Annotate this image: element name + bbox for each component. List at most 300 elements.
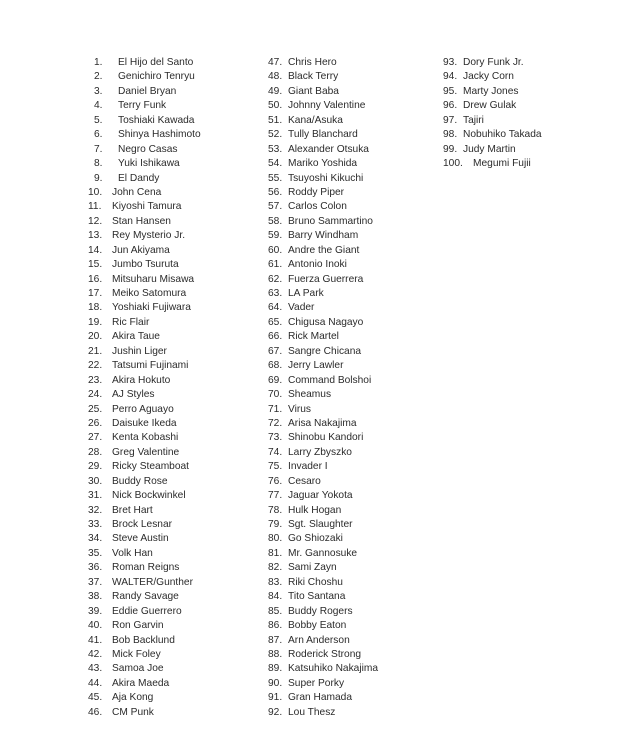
list-item [266, 186, 378, 200]
list-item [266, 316, 378, 330]
list-item [86, 99, 201, 113]
wrestler-name: Rey Mysterio Jr. [112, 230, 186, 242]
list-item [86, 662, 201, 676]
wrestler-name: Toshiaki Kawada [118, 114, 195, 126]
wrestler-name: Greg Valentine [112, 446, 180, 458]
rank-number: 68. [268, 360, 283, 372]
rank-number: 55. [268, 172, 283, 184]
list-item [266, 605, 378, 619]
list-item [266, 258, 378, 272]
ranking-column-3 [441, 56, 542, 172]
rank-number: 87. [268, 634, 283, 646]
list-item [266, 504, 378, 518]
list-item [266, 662, 378, 676]
list-item [266, 634, 378, 648]
rank-number: 79. [268, 519, 283, 530]
wrestler-name: Jacky Corn [463, 71, 514, 83]
list-item [441, 128, 542, 142]
wrestler-name: Kenta Kobashi [112, 432, 179, 444]
list-item [86, 446, 201, 460]
list-item [266, 143, 378, 157]
list-item [266, 446, 378, 460]
wrestler-name: Megumi Fujii [473, 158, 531, 170]
wrestler-name: Fuerza Guerrera [288, 273, 364, 285]
rank-number: 93. [443, 57, 458, 68]
wrestler-name: CM Punk [112, 706, 154, 718]
list-item [266, 475, 378, 489]
rank-number: 72. [268, 417, 283, 429]
rank-number: 54. [268, 158, 283, 170]
rank-number: 99. [443, 143, 458, 155]
wrestler-name: Cesaro [288, 475, 321, 487]
wrestler-name: Perro Aguayo [112, 403, 174, 415]
list-item [86, 532, 201, 546]
list-item [86, 691, 201, 705]
rank-number: 7. [94, 143, 103, 155]
wrestler-name: Tsuyoshi Kikuchi [288, 172, 364, 184]
wrestler-name: Chigusa Nagayo [288, 316, 364, 328]
rank-number: 48. [268, 71, 283, 83]
wrestler-name: Sami Zayn [288, 562, 337, 574]
list-item [86, 359, 201, 373]
rank-number: 53. [268, 143, 283, 155]
wrestler-name: El Dandy [118, 172, 160, 184]
rank-number: 24. [88, 389, 103, 401]
rank-number: 22. [88, 360, 103, 372]
list-item [441, 114, 542, 128]
wrestler-name: Chris Hero [288, 57, 337, 68]
wrestler-name: Gran Hamada [288, 692, 352, 704]
list-item [266, 172, 378, 186]
rank-number: 25. [88, 403, 103, 415]
wrestler-name: Roderick Strong [288, 648, 362, 660]
wrestler-name: John Cena [112, 186, 162, 198]
rank-number: 52. [268, 129, 283, 141]
list-item [266, 56, 378, 70]
rank-number: 38. [88, 591, 103, 603]
rank-number: 47. [268, 57, 283, 68]
wrestler-name: Johnny Valentine [288, 100, 366, 112]
list-item [86, 345, 201, 359]
rank-number: 35. [88, 547, 103, 559]
wrestler-name: Virus [288, 403, 312, 415]
wrestler-name: Katsuhiko Nakajima [288, 663, 379, 675]
rank-number: 100. [443, 158, 463, 170]
rank-number: 19. [88, 316, 103, 328]
rank-number: 95. [443, 85, 458, 97]
rank-number: 32. [88, 504, 103, 516]
rank-number: 56. [268, 186, 283, 198]
wrestler-name: Judy Martin [463, 143, 516, 155]
wrestler-name: Akira Taue [112, 331, 160, 343]
list-item [86, 388, 201, 402]
list-item [266, 345, 378, 359]
list-item [86, 431, 201, 445]
wrestler-name: Mitsuharu Misawa [112, 273, 195, 285]
wrestler-name: Terry Funk [118, 100, 167, 112]
rank-number: 18. [88, 302, 103, 314]
list-item [266, 301, 378, 315]
rank-number: 9. [94, 172, 103, 184]
wrestler-name: Tully Blanchard [288, 129, 358, 141]
rank-number: 98. [443, 129, 458, 141]
wrestler-name: Yuki Ishikawa [118, 158, 180, 170]
rank-number: 37. [88, 576, 103, 588]
list-item [86, 504, 201, 518]
rank-number: 60. [268, 244, 283, 256]
list-item [86, 143, 201, 157]
list-item [266, 244, 378, 258]
rank-number: 71. [268, 403, 283, 415]
rank-number: 90. [268, 677, 283, 689]
rank-number: 58. [268, 215, 283, 227]
wrestler-name: Meiko Satomura [112, 288, 187, 299]
rank-number: 84. [268, 591, 283, 603]
rank-number: 39. [88, 605, 103, 617]
wrestler-name: WALTER/Gunther [112, 576, 193, 588]
wrestler-name: Black Terry [288, 71, 339, 83]
rank-number: 14. [88, 244, 103, 256]
wrestler-name: Invader I [288, 461, 328, 473]
wrestler-name: Roddy Piper [288, 186, 345, 198]
list-item [86, 244, 201, 258]
list-item [86, 215, 201, 229]
list-item [266, 431, 378, 445]
list-item [441, 99, 542, 113]
list-item [266, 70, 378, 84]
wrestler-name: Negro Casas [118, 143, 178, 155]
list-item [86, 417, 201, 431]
wrestler-name: Shinobu Kandori [288, 432, 364, 444]
list-item [86, 460, 201, 474]
wrestler-name: Command Bolshoi [288, 374, 372, 386]
rank-number: 82. [268, 562, 283, 574]
rank-number: 20. [88, 331, 103, 343]
rank-number: 27. [88, 432, 103, 444]
list-item [86, 547, 201, 561]
list-item [86, 590, 201, 604]
rank-number: 92. [268, 706, 283, 718]
list-item [86, 619, 201, 633]
rank-number: 50. [268, 100, 283, 112]
rank-number: 4. [94, 100, 103, 112]
wrestler-name: Volk Han [112, 547, 153, 559]
rank-number: 46. [88, 706, 103, 718]
wrestler-name: Stan Hansen [112, 215, 171, 227]
wrestler-name: Tatsumi Fujinami [112, 360, 189, 372]
wrestler-name: Sheamus [288, 389, 332, 401]
rank-number: 42. [88, 648, 103, 660]
wrestler-name: Steve Austin [112, 533, 169, 545]
wrestler-name: Genichiro Tenryu [118, 71, 195, 83]
list-item [266, 229, 378, 243]
wrestler-name: Shinya Hashimoto [118, 129, 201, 141]
list-item [86, 301, 201, 315]
list-item [266, 619, 378, 633]
wrestler-name: Daisuke Ikeda [112, 417, 177, 429]
wrestler-name: Nick Bockwinkel [112, 490, 186, 502]
wrestler-name: Ron Garvin [112, 620, 164, 632]
wrestler-name: Jaguar Yokota [288, 490, 353, 502]
wrestler-name: Bob Backlund [112, 634, 175, 646]
wrestler-name: Kana/Asuka [288, 114, 343, 126]
list-item [266, 547, 378, 561]
wrestler-name: Tito Santana [288, 591, 346, 603]
list-item [266, 287, 378, 301]
wrestler-name: Randy Savage [112, 591, 179, 603]
rank-number: 12. [88, 215, 103, 227]
rank-number: 45. [88, 692, 103, 704]
rank-number: 59. [268, 230, 283, 242]
rank-number: 78. [268, 504, 283, 516]
wrestler-name: Hulk Hogan [288, 504, 342, 516]
wrestler-name: Arn Anderson [288, 634, 350, 646]
wrestler-name: Jerry Lawler [288, 360, 344, 372]
list-item [266, 561, 378, 575]
rank-number: 75. [268, 461, 283, 473]
rank-number: 26. [88, 417, 103, 429]
rank-number: 41. [88, 634, 103, 646]
rank-number: 13. [88, 230, 103, 242]
list-item [266, 215, 378, 229]
rank-number: 61. [268, 259, 283, 271]
list-item [86, 128, 201, 142]
rank-number: 3. [94, 85, 103, 97]
wrestler-name: Daniel Bryan [118, 85, 177, 97]
rank-number: 23. [88, 374, 103, 386]
wrestler-name: Marty Jones [463, 85, 519, 97]
list-item [266, 489, 378, 503]
wrestler-name: Drew Gulak [463, 100, 517, 112]
wrestler-name: Nobuhiko Takada [463, 129, 542, 141]
list-item [266, 518, 378, 532]
rank-number: 65. [268, 316, 283, 328]
rank-number: 67. [268, 345, 283, 357]
wrestler-name: Vader [288, 302, 315, 314]
wrestler-name: Mariko Yoshida [288, 158, 358, 170]
wrestler-name: Brock Lesnar [112, 519, 173, 530]
ranking-column-1 [86, 56, 201, 720]
list-item [266, 99, 378, 113]
list-item [86, 172, 201, 186]
list-item [266, 388, 378, 402]
list-item [266, 128, 378, 142]
rank-number: 83. [268, 576, 283, 588]
rank-number: 70. [268, 389, 283, 401]
wrestler-name: Dory Funk Jr. [463, 57, 524, 68]
list-item [86, 475, 201, 489]
wrestler-name: Giant Baba [288, 85, 339, 97]
list-item [441, 70, 542, 84]
list-item [86, 70, 201, 84]
rank-number: 94. [443, 71, 458, 83]
rank-number: 91. [268, 692, 283, 704]
rank-number: 96. [443, 100, 458, 112]
list-item [86, 330, 201, 344]
rank-number: 80. [268, 533, 283, 545]
rank-number: 28. [88, 446, 103, 458]
list-item [266, 460, 378, 474]
list-item [86, 576, 201, 590]
rank-number: 85. [268, 605, 283, 617]
rank-number: 76. [268, 475, 283, 487]
wrestler-name: Akira Maeda [112, 677, 170, 689]
list-item [266, 532, 378, 546]
wrestler-name: Tajiri [463, 114, 484, 126]
wrestler-name: Ricky Steamboat [112, 461, 190, 473]
wrestler-name: Go Shiozaki [288, 533, 343, 545]
wrestler-name: Mr. Gannosuke [288, 547, 358, 559]
list-item [86, 258, 201, 272]
wrestler-name: Andre the Giant [288, 244, 360, 256]
wrestler-name: Alexander Otsuka [288, 143, 369, 155]
rank-number: 62. [268, 273, 283, 285]
wrestler-name: Jushin Liger [112, 345, 167, 357]
list-item [86, 273, 201, 287]
rank-number: 63. [268, 288, 283, 299]
rank-number: 66. [268, 331, 283, 343]
wrestler-name: Rick Martel [288, 331, 339, 343]
wrestler-name: Akira Hokuto [112, 374, 171, 386]
rank-number: 64. [268, 302, 283, 314]
rank-number: 5. [94, 114, 103, 126]
list-item [266, 273, 378, 287]
rank-number: 44. [88, 677, 103, 689]
rank-number: 74. [268, 446, 283, 458]
list-item [86, 706, 201, 720]
rank-number: 1. [94, 57, 103, 68]
wrestler-name: Buddy Rogers [288, 605, 353, 617]
rank-number: 36. [88, 562, 103, 574]
rank-number: 33. [88, 519, 103, 530]
list-item [441, 157, 542, 171]
list-item [86, 200, 201, 214]
list-item [266, 374, 378, 388]
wrestler-name: Barry Windham [288, 230, 359, 242]
rank-number: 49. [268, 85, 283, 97]
wrestler-name: Sgt. Slaughter [288, 519, 353, 530]
wrestler-name: Jumbo Tsuruta [112, 259, 179, 271]
rank-number: 69. [268, 374, 283, 386]
list-item [266, 200, 378, 214]
rank-number: 40. [88, 620, 103, 632]
list-item [86, 56, 201, 70]
list-item [266, 576, 378, 590]
list-item [86, 229, 201, 243]
list-item [86, 403, 201, 417]
rank-number: 30. [88, 475, 103, 487]
rank-number: 97. [443, 114, 458, 126]
list-item [441, 56, 542, 70]
wrestler-name: Bobby Eaton [288, 620, 347, 632]
list-item [86, 316, 201, 330]
rank-number: 88. [268, 648, 283, 660]
wrestler-name: Samoa Joe [112, 663, 164, 675]
wrestler-name: Super Porky [288, 677, 345, 689]
wrestler-name: Ric Flair [112, 316, 150, 328]
wrestler-name: Jun Akiyama [112, 244, 170, 256]
rank-number: 2. [94, 71, 103, 83]
list-item [266, 85, 378, 99]
rank-number: 81. [268, 547, 283, 559]
wrestler-name: Eddie Guerrero [112, 605, 182, 617]
rank-number: 21. [88, 345, 103, 357]
rank-number: 43. [88, 663, 103, 675]
wrestler-name: Bret Hart [112, 504, 153, 516]
wrestler-name: Lou Thesz [288, 706, 336, 718]
list-item [86, 287, 201, 301]
list-item [266, 677, 378, 691]
wrestler-name: Yoshiaki Fujiwara [112, 302, 191, 314]
list-item [266, 330, 378, 344]
rank-number: 57. [268, 201, 283, 213]
wrestler-name: Mick Foley [112, 648, 161, 660]
wrestler-name: AJ Styles [112, 389, 155, 401]
wrestler-name: Sangre Chicana [288, 345, 362, 357]
list-item [266, 691, 378, 705]
list-item [86, 561, 201, 575]
wrestler-name: Carlos Colon [288, 201, 347, 213]
list-item [266, 359, 378, 373]
wrestler-name: Kiyoshi Tamura [112, 201, 182, 213]
list-item [266, 706, 378, 720]
rank-number: 15. [88, 259, 103, 271]
wrestler-name: Riki Choshu [288, 576, 343, 588]
wrestler-name: Arisa Nakajima [288, 417, 357, 429]
list-item [86, 157, 201, 171]
list-item [86, 518, 201, 532]
list-item [266, 590, 378, 604]
rank-number: 6. [94, 129, 103, 141]
list-item [86, 677, 201, 691]
wrestler-name: LA Park [288, 288, 324, 299]
list-item [86, 634, 201, 648]
rank-number: 77. [268, 490, 283, 502]
rank-number: 29. [88, 461, 103, 473]
wrestler-name: Antonio Inoki [288, 259, 347, 271]
list-item [266, 157, 378, 171]
list-item [86, 186, 201, 200]
list-item [86, 489, 201, 503]
list-item [441, 85, 542, 99]
wrestler-name: Larry Zbyszko [288, 446, 352, 458]
list-item [266, 114, 378, 128]
ranking-column-2 [266, 56, 378, 720]
rank-number: 10. [88, 186, 103, 198]
wrestler-name: El Hijo del Santo [118, 57, 194, 68]
wrestler-name: Bruno Sammartino [288, 215, 373, 227]
list-item [266, 417, 378, 431]
list-item [441, 143, 542, 157]
list-item [86, 648, 201, 662]
list-item [86, 114, 201, 128]
rank-number: 11. [88, 201, 102, 213]
wrestler-name: Aja Kong [112, 692, 154, 704]
wrestler-name: Roman Reigns [112, 562, 180, 574]
rank-number: 8. [94, 158, 103, 170]
rank-number: 16. [88, 273, 103, 285]
rank-number: 17. [88, 288, 103, 299]
list-item [86, 85, 201, 99]
rank-number: 89. [268, 663, 283, 675]
wrestler-name: Buddy Rose [112, 475, 168, 487]
rank-number: 73. [268, 432, 283, 444]
rank-number: 51. [268, 114, 283, 126]
list-item [86, 374, 201, 388]
rank-number: 34. [88, 533, 103, 545]
rank-number: 31. [88, 490, 103, 502]
list-item [86, 605, 201, 619]
